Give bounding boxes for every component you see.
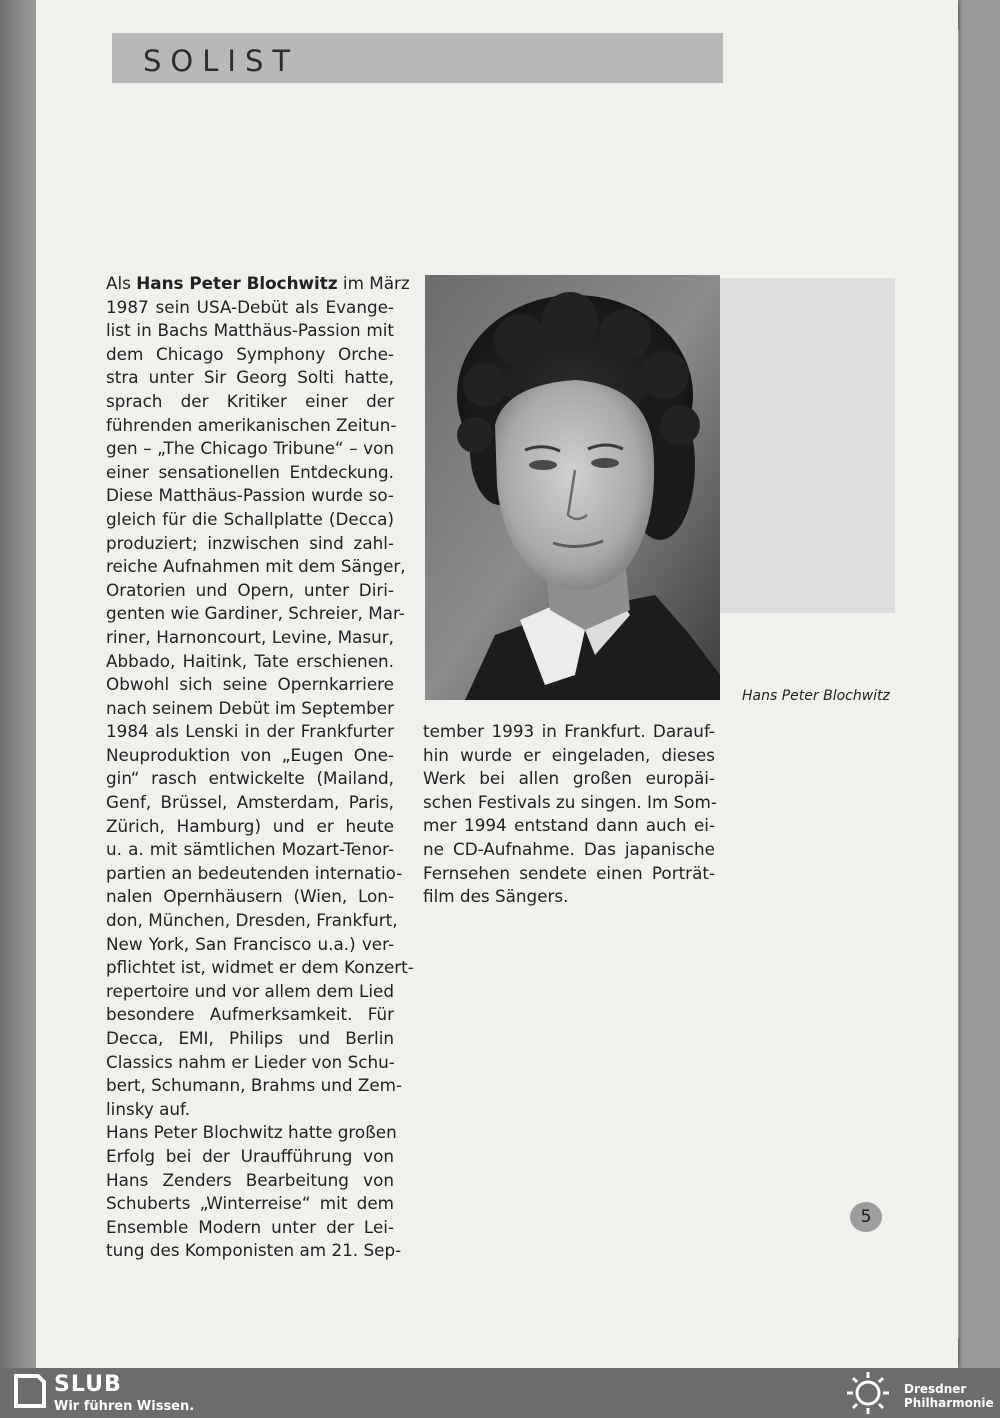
text-line: Obwohl sich seine Opernkarriere	[106, 674, 394, 695]
text-line: besondere Aufmerksamkeit. Für	[106, 1004, 394, 1025]
text-line: partien an bedeutenden internatio-	[106, 862, 403, 883]
text-line: produziert; inzwischen sind zahl-	[106, 532, 394, 553]
partner-name-line1: Dresdner	[904, 1382, 967, 1396]
partner-name-line2: Philharmonie	[904, 1396, 994, 1410]
partner-name	[904, 1382, 994, 1410]
text-line: gleich für die Schallplatte (Decca)	[106, 508, 394, 529]
slub-logo-icon	[12, 1374, 46, 1408]
article-column-1	[106, 272, 414, 1263]
text-line: schen Festivals zu singen. Im Som-	[423, 791, 717, 812]
text-line: stra unter Sir Georg Solti hatte,	[106, 367, 394, 388]
library-tagline: Wir führen Wissen.	[54, 1399, 195, 1414]
text-line: bert, Schumann, Brahms und Zem-	[106, 1075, 403, 1096]
text-segment: im März	[337, 273, 410, 293]
text-line: Zürich, Hamburg) und er heute	[106, 815, 394, 836]
text-line: reiche Aufnahmen mit dem Sänger,	[106, 556, 406, 577]
text-line: Hans Peter Blochwitz hatte großen	[106, 1122, 397, 1143]
text-line: 1987 sein USA-Debüt als Evange-	[106, 296, 394, 317]
text-line: u. a. mit sämtlichen Mozart-Tenor-	[106, 839, 394, 860]
page-number: 5	[850, 1202, 882, 1232]
article-column-2	[423, 720, 715, 909]
text-line: repertoire und vor allem dem Lied	[106, 980, 394, 1001]
text-line: hin wurde er eingeladen, dieses	[423, 744, 715, 765]
text-line: New York, San Francisco u.a.) ver-	[106, 933, 394, 954]
text-line: nach seinem Debüt im September	[106, 697, 395, 718]
text-line: ne CD-Aufnahme. Das japanische	[423, 838, 715, 859]
text-line: Ensemble Modern unter der Lei-	[106, 1216, 394, 1237]
text-line: film des Sängers.	[423, 886, 569, 907]
text-line: pflichtet ist, widmet er dem Konzert-	[106, 957, 414, 978]
text-line: tung des Komponisten am 21. Sep-	[106, 1240, 402, 1261]
text-line: mer 1994 entstand dann auch ei-	[423, 815, 715, 836]
text-line: don, München, Dresden, Frankfurt,	[106, 910, 398, 931]
text-line: Werk bei allen großen europäi-	[423, 768, 715, 789]
text-line: Fernsehen sendete einen Porträt-	[423, 862, 715, 883]
text-line: list in Bachs Matthäus-Passion mit	[106, 320, 394, 341]
text-line: gin“ rasch entwickelte (Mailand,	[106, 768, 394, 789]
text-line: Neuproduktion von „Eugen One-	[106, 744, 394, 765]
text-line: führenden amerikanischen Zeitun-	[106, 414, 397, 435]
text-line: Erfolg bei der Uraufführung von	[106, 1145, 394, 1166]
text-line: tember 1993 in Frankfurt. Darauf-	[423, 721, 715, 741]
text-line: dem Chicago Symphony Orche-	[106, 343, 394, 364]
portrait-photo	[425, 275, 720, 700]
text-line: Hans Zenders Bearbeitung von	[106, 1169, 394, 1190]
text-line: Schuberts „Winterreise“ mit dem	[106, 1193, 394, 1214]
photo-caption: Hans Peter Blochwitz	[742, 688, 890, 704]
text-line: sprach der Kritiker einer der	[106, 390, 394, 411]
text-line: Decca, EMI, Philips und Berlin	[106, 1028, 394, 1048]
portrait-illustration	[425, 275, 720, 700]
text-line: einer sensationellen Entdeckung.	[106, 461, 394, 482]
text-segment: Als	[106, 273, 137, 293]
text-line: linsky auf.	[106, 1098, 191, 1119]
text-line	[106, 272, 410, 296]
artist-name: Hans Peter Blochwitz	[136, 273, 338, 293]
text-line: Genf, Brüssel, Amsterdam, Paris,	[106, 792, 394, 813]
text-line: genten wie Gardiner, Schreier, Mar-	[106, 603, 405, 624]
text-line: riner, Harnoncourt, Levine, Masur,	[106, 626, 394, 647]
text-line: Oratorien und Opern, unter Diri-	[106, 579, 394, 600]
section-title: SOLIST	[143, 44, 300, 78]
text-line: 1984 als Lenski in der Frankfurter	[106, 721, 394, 742]
bleed-through-image	[720, 278, 895, 613]
library-name: SLUB	[54, 1372, 122, 1397]
text-line: Abbado, Haitink, Tate erschienen.	[106, 650, 394, 671]
text-line: gen – „The Chicago Tribune“ – von	[106, 438, 394, 459]
text-line: Classics nahm er Lieder von Schu-	[106, 1051, 395, 1072]
text-line: nalen Opernhäusern (Wien, Lon-	[106, 886, 394, 907]
text-line: Diese Matthäus-Passion wurde so-	[106, 485, 394, 506]
philharmonie-logo-icon	[840, 1370, 896, 1416]
